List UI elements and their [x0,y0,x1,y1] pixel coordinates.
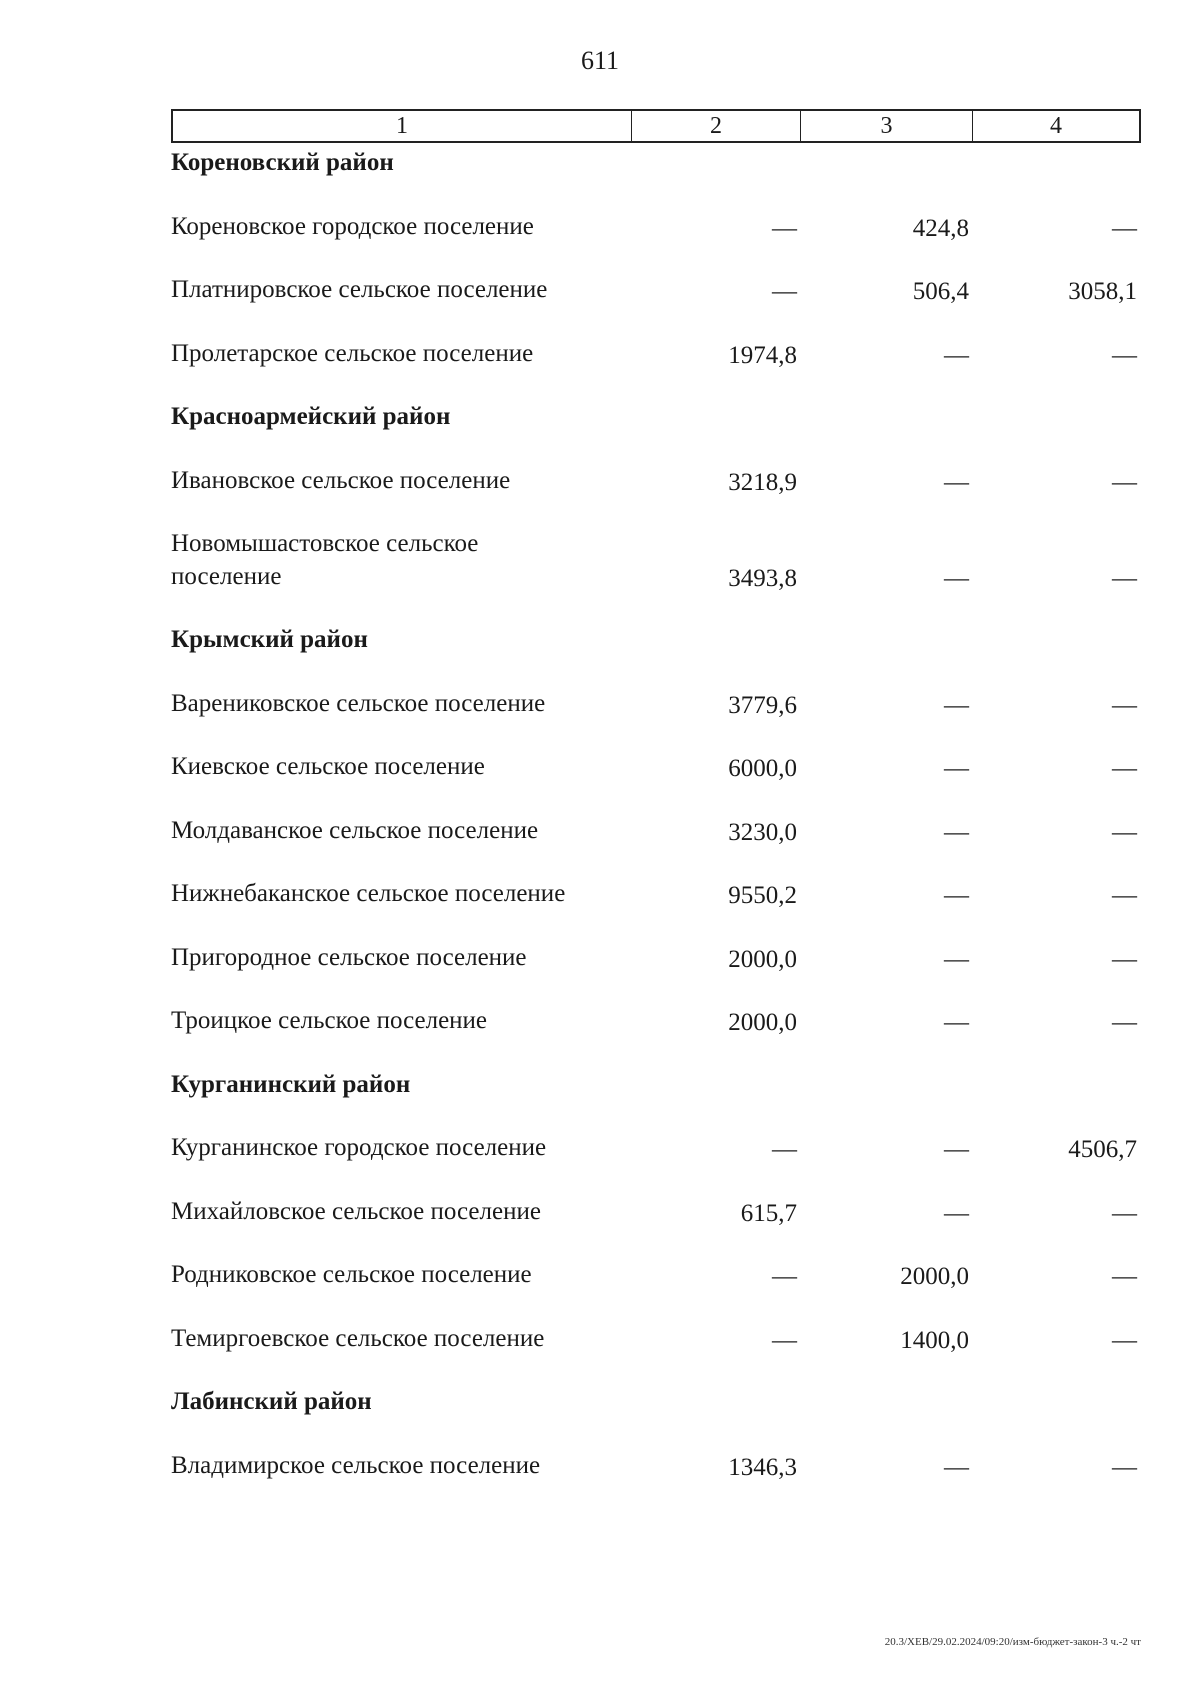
value-col-2: 3230,0 [728,818,797,846]
header-col-4: 4 [1050,112,1062,139]
table-row [171,660,1141,724]
value-col-3: — [944,945,969,973]
document-footer-note: 20.3/ХЕВ/29.02.2024/09:20/изм-бюджет-закон-3 ч.-2 чт [884,1636,1141,1648]
table-body [171,143,1141,1486]
value-col-3: — [944,818,969,846]
value-col-3: — [944,691,969,719]
value-col-2: 1974,8 [728,341,797,369]
value-col-4: — [1112,214,1137,242]
settlement-name: Владимирское сельское поселение [171,1451,541,1479]
table-row [171,1168,1141,1232]
value-col-3: — [944,1453,969,1481]
settlement-name: Варениковское сельское поселение [171,689,546,717]
district-row [171,143,1141,183]
value-col-2: 615,7 [740,1199,797,1227]
district-row [171,1041,1141,1105]
value-col-4: — [1112,691,1137,719]
value-col-2: 3493,8 [728,564,797,592]
value-col-2: — [772,278,797,305]
value-col-2: — [772,1136,797,1163]
value-col-4: 4506,7 [1068,1136,1137,1163]
value-col-4: — [1112,882,1137,909]
settlement-name: Платнировское сельское поселение [171,276,548,303]
value-col-3: — [944,1009,969,1036]
settlement-name: Троицкое сельское поселение [171,1007,488,1034]
district-name: Лабинский район [171,1388,372,1415]
value-col-2: 3218,9 [728,468,797,496]
settlement-name: Ивановское сельское поселение [171,466,511,494]
value-col-2: — [772,1326,797,1354]
value-col-4: — [1112,818,1137,846]
settlement-name: Нижнебаканское сельское поселение [171,880,566,907]
table-row [171,914,1141,978]
value-col-4: — [1112,468,1137,496]
value-col-4: — [1112,341,1137,369]
settlement-name: Родниковское сельское поселение [171,1261,532,1288]
value-col-3: — [944,1136,969,1163]
value-col-3: 2000,0 [900,1263,969,1290]
value-col-2: 3779,6 [728,691,797,719]
district-row [171,1359,1141,1423]
district-row [171,597,1141,661]
value-col-4: — [1112,1199,1137,1227]
table-row [171,724,1141,788]
value-col-2: 6000,0 [728,755,797,782]
table-row [171,1232,1141,1296]
table-row [171,1105,1141,1169]
page-number: 611 [580,46,620,75]
value-col-4: — [1112,1453,1137,1481]
table-row [171,183,1141,247]
value-col-4: — [1112,1326,1137,1354]
table-row [171,310,1141,374]
value-col-2: 9550,2 [728,882,797,909]
value-col-4: — [1112,1009,1137,1036]
value-col-4: — [1112,755,1137,782]
settlement-name: Новомышастовское сельское поселение [171,529,479,590]
settlement-name: Пролетарское сельское поселение [171,339,534,367]
settlement-name: Пригородное сельское поселение [171,943,527,971]
value-col-3: — [944,341,969,369]
value-col-3: — [944,468,969,496]
value-col-2: 1346,3 [728,1453,797,1481]
table-header [171,109,1141,143]
table-row [171,1422,1141,1486]
value-col-4: — [1112,1263,1137,1290]
value-col-4: 3058,1 [1068,278,1137,305]
header-col-3: 3 [801,111,973,141]
table-row [171,247,1141,311]
value-col-3: 506,4 [912,278,969,305]
value-col-2: 2000,0 [728,945,797,973]
settlement-name: Молдаванское сельское поселение [171,816,539,844]
table-row [171,437,1141,501]
value-col-3: 424,8 [912,214,969,242]
settlement-name: Михайловское сельское поселение [171,1197,541,1225]
table-row [171,851,1141,915]
settlement-name: Темиргоевское сельское поселение [171,1324,545,1352]
table-row [171,787,1141,851]
value-col-4: — [1112,945,1137,973]
value-col-3: — [944,882,969,909]
value-col-2: 2000,0 [728,1009,797,1036]
table-row [171,978,1141,1042]
table-row [171,501,1141,597]
value-col-3: — [944,1199,969,1227]
value-col-3: 1400,0 [900,1326,969,1354]
header-col-1: 1 [173,111,632,141]
value-col-3: — [944,755,969,782]
value-col-4: — [1112,564,1137,592]
district-name: Курганинский район [171,1070,411,1098]
settlement-name: Киевское сельское поселение [171,753,485,780]
header-col-2: 2 [632,111,801,141]
value-col-2: — [772,1263,797,1290]
table-row [171,1295,1141,1359]
district-row [171,374,1141,438]
settlement-name: Курганинское городское поселение [171,1134,547,1161]
district-name: Кореновский район [171,149,394,176]
settlement-name: Кореновское городское поселение [171,212,534,240]
district-name: Красноармейский район [171,403,451,430]
district-name: Крымский район [171,626,368,653]
value-col-2: — [772,214,797,242]
value-col-3: — [944,564,969,592]
